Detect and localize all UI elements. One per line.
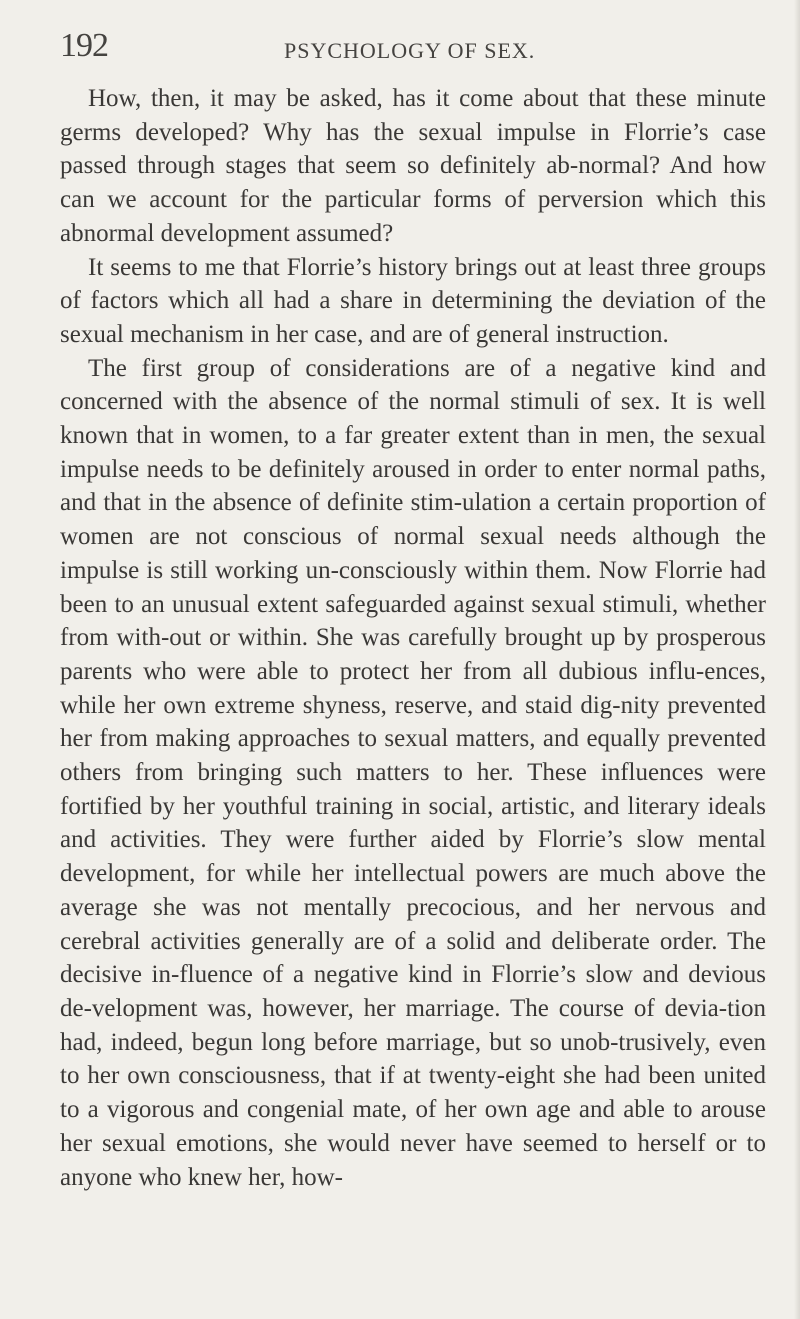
running-head-title: PSYCHOLOGY OF SEX. bbox=[284, 38, 536, 63]
page-number: 192 bbox=[60, 27, 108, 64]
paragraph-1: How, then, it may be asked, has it come about that these minute germs developed? Why has the sexual impulse in Florrie’s case passed through stages that seem so definitely ab-normal? And how can we account for the particular forms of perversion which this abnormal development assumed? bbox=[60, 85, 766, 247]
paragraph-3: The first group of considerations are of a negative kind and concerned with the absence of the normal stimuli of sex. It is well known that in women, to a far greater extent than in men, the sexual impulse needs to be definitely aroused in order to enter normal paths, and that in the absence of definite stim-ulation a certain proportion of women are not conscious of normal sexual needs although the impulse is still working un-consciously within them. Now Florrie had been to an unusual extent safeguarded against sexual stimuli, whether from with-out or within. She was carefully brought up by prosperous parents who were able to protect her from all dubious influ-ences, while her own extreme shyness, reserve, and staid dig-nity prevented her from making approaches to sexual matters, and equally prevented others from bringing such matters to her. These influences were fortified by her youthful training in social, artistic, and literary ideals and activities. They were further aided by Florrie’s slow mental development, for while her intellectual powers are much above the average she was not mentally precocious, and her nervous and cerebral activities generally are of a solid and deliberate order. The decisive in-fluence of a negative kind in Florrie’s slow and devious de-velopment was, however, her marriage. The course of devia-tion had, indeed, begun long before marriage, but so unob-trusively, even to her own consciousness, that if at twenty-eight she had been united to a vigorous and congenial mate, of her own age and able to arouse her sexual emotions, she would never have seemed to herself or to anyone who knew her, how- bbox=[60, 354, 766, 1191]
body-text bbox=[60, 82, 766, 1194]
paragraph-2: It seems to me that Florrie’s history brings out at least three groups of factors which all had a share in determining the deviation of the sexual mechanism in her case, and are of general instruction. bbox=[60, 253, 766, 348]
page-edge-shadow bbox=[794, 0, 800, 1319]
